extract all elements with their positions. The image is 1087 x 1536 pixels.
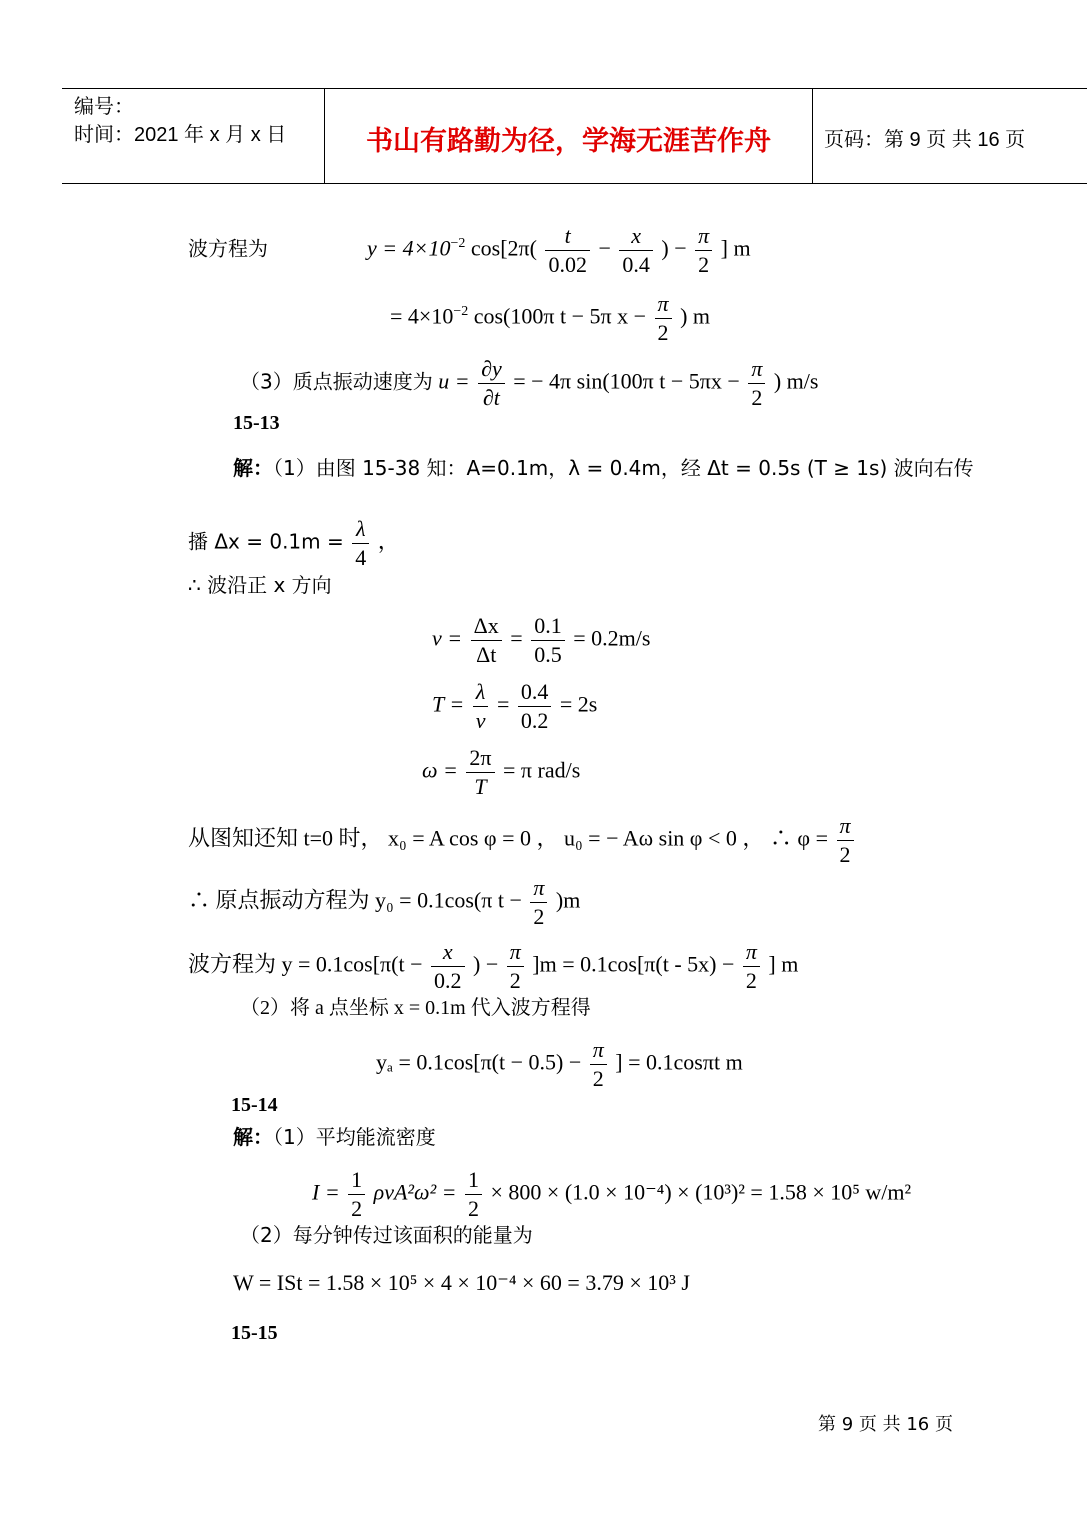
fraction: $\frac{\pi}{2}$	[655, 290, 672, 347]
serial-label: 编号：	[74, 96, 134, 118]
fraction: $\frac{\partial y}{\partial t}$	[478, 355, 505, 412]
label: （3）质点振动速度为	[240, 369, 433, 394]
time-label: 时间：2021 年 x 月 x 日	[74, 124, 287, 146]
equation-part: ，	[377, 528, 400, 554]
solution-text: （1）平均能流密度	[273, 1125, 436, 1149]
header-divider	[812, 89, 813, 183]
equation-part: u =	[438, 368, 470, 394]
solution-label: 解：	[233, 1125, 273, 1149]
equation-part: ρvA²ω² =	[373, 1179, 457, 1205]
fraction: $\frac{\pi}{2}$	[743, 938, 760, 995]
header-motto: 书山有路勤为径，学海无涯苦作舟	[366, 126, 771, 157]
equation-part: = 0.2m/s	[573, 625, 651, 651]
fraction: $\frac{\pi}{2}$	[507, 938, 524, 995]
fraction: $\frac{\Delta x}{\Delta t}$	[471, 612, 502, 669]
fraction: $\frac{1}{2}$	[465, 1166, 482, 1223]
equation-part: ) m/s	[773, 368, 819, 394]
exponent: −2	[453, 304, 469, 320]
equation-part: ] = 0.1cosπt m	[615, 1049, 743, 1075]
page-footer: 第 9 页 共 16 页	[818, 1414, 953, 1435]
fraction: $\frac{2\pi}{T}$	[466, 744, 494, 801]
fraction: $\frac{\pi}{2}$	[748, 355, 765, 412]
section-heading: 15-15	[231, 1322, 278, 1344]
section-heading: 15-13	[233, 412, 280, 434]
fraction: $\frac{\lambda}{v}$	[473, 678, 489, 735]
substitution-line: （2）将 a 点坐标 x = 0.1m 代入波方程得	[240, 997, 591, 1019]
equation-part: T =	[432, 691, 465, 717]
fraction: $\frac{0.4}{0.2}$	[518, 678, 552, 735]
header-page-label: 页码：第 9 页 共 16 页	[824, 129, 1026, 151]
origin-oscillation-line	[188, 874, 580, 931]
equation-part: 播 Δx = 0.1m =	[188, 529, 344, 554]
energy-per-minute-line: （2）每分钟传过该面积的能量为	[240, 1223, 533, 1247]
page-header	[62, 88, 1087, 184]
equation-part: ) m	[680, 303, 711, 329]
equation-part: cos[2π(	[465, 235, 537, 261]
equation-part: cos(100π t − 5π x −	[468, 303, 647, 329]
wave-equation-line-3: 波方程为 y = 0.1cos[π(t − $\frac{x}{0.2}$ ) − $\frac{\pi}{2}$ ]m = 0.1cos[π(t - 5x) − $\frac{\pi}{2}$ ] m	[188, 939, 799, 993]
exponent: −2	[450, 236, 466, 252]
solution-label: 解：	[233, 456, 273, 480]
equation-part: )m	[555, 887, 581, 913]
fraction: $\frac{0.1}{0.5}$	[531, 612, 565, 669]
angular-frequency-equation	[422, 744, 580, 801]
propagation-line	[188, 515, 400, 572]
speed-equation: v = $\frac{\Delta x}{\Delta t}$ = $\frac{0.1}{0.5}$ = 0.2m/s	[432, 613, 651, 667]
header-meta	[74, 93, 286, 149]
equation-part: y = 4×10	[367, 235, 451, 261]
fraction: $\frac{\lambda}{4}$	[352, 515, 369, 572]
fraction: $\frac{\pi}{2}$	[837, 812, 854, 869]
initial-phase-line	[188, 812, 857, 869]
equation-part: 从图知还知 t=0 时， x₀ = A cos φ = 0 ， u₀ = − Aω sin φ < 0 ， ∴ φ =	[188, 825, 829, 851]
label: 波方程为	[188, 236, 268, 261]
equation-part: v =	[432, 625, 463, 651]
wave-equation-line-2	[390, 290, 710, 347]
fraction: $\frac{\pi}{2}$	[530, 874, 547, 931]
fraction: $\frac{x}{0.4}$	[619, 222, 653, 279]
equation-part: 波方程为 y = 0.1cos[π(t −	[188, 951, 423, 977]
period-equation: T = $\frac{\lambda}{v}$ = $\frac{0.4}{0.2}$ = 2s	[432, 679, 598, 733]
point-a-equation	[376, 1036, 743, 1093]
equation-part: ∴ 原点振动方程为 y₀ = 0.1cos(π t −	[188, 887, 522, 913]
solution-line	[233, 1122, 436, 1153]
fraction: $\frac{t}{0.02}$	[545, 222, 590, 279]
equation-part: = 2s	[559, 691, 598, 717]
intensity-equation	[312, 1166, 911, 1223]
equation-part: I =	[312, 1179, 340, 1205]
section-heading: 15-14	[231, 1094, 278, 1116]
equation-part: ω =	[422, 757, 458, 783]
fraction: $\frac{\pi}{2}$	[590, 1036, 607, 1093]
energy-equation: W = ISt = 1.58 × 10⁵ × 4 × 10⁻⁴ × 60 = 3.79 × 10³ J	[233, 1270, 690, 1295]
velocity-line	[240, 355, 818, 412]
solution-line	[233, 453, 974, 484]
equation-part: = π rad/s	[503, 757, 581, 783]
equation-part: = 4×10	[390, 303, 454, 329]
equation-part: yₐ = 0.1cos[π(t − 0.5) −	[376, 1049, 582, 1075]
direction-line: ∴ 波沿正 x 方向	[188, 573, 332, 597]
equation-part: = − 4π sin(100π t − 5πx −	[513, 368, 740, 394]
fraction: $\frac{x}{0.2}$	[431, 938, 465, 995]
solution-text: （1）由图 15-38 知：A=0.1m，λ = 0.4m，经 Δt = 0.5s (T ≥ 1s) 波向右传	[273, 456, 974, 480]
equation-part: ] m	[720, 235, 751, 261]
fraction: $\frac{\pi}{2}$	[695, 222, 712, 279]
wave-equation-line: 波方程为 $y = 4\times 10^{-2}$ cos[2π( $\frac{t}{0.02}$ − $\frac{x}{0.4}$ ) − $\frac{\pi}{2}$ ] m	[188, 223, 751, 277]
equation-part: × 800 × (1.0 × 10⁻⁴) × (10³)² = 1.58 × 10⁵ w/m²	[490, 1179, 912, 1205]
fraction: $\frac{1}{2}$	[348, 1166, 365, 1223]
